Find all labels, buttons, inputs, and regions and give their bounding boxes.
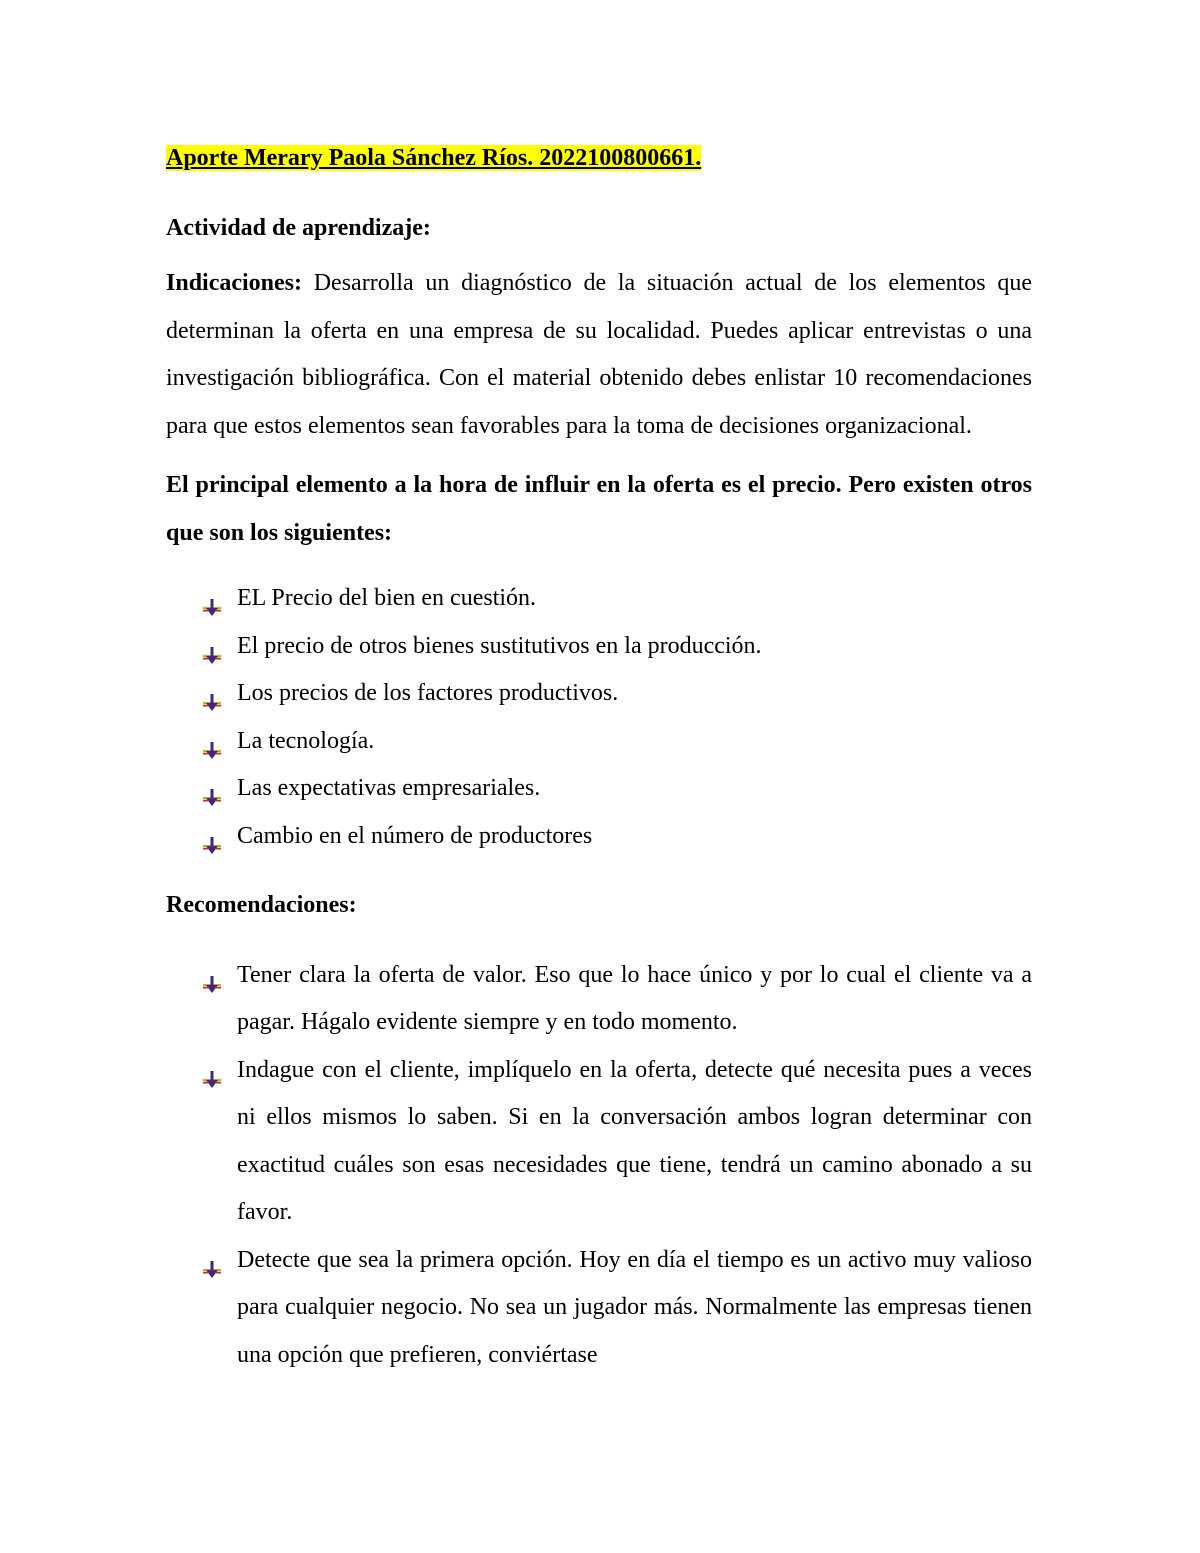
list-item [166,1237,1032,1380]
arrow-bullet-icon [202,1250,222,1270]
arrow-bullet-icon [202,1060,222,1080]
arrow-bullet-icon [202,588,222,608]
list-item-text: El precio de otros bienes sustitutivos en la producción. [237,632,762,659]
document-body [166,138,1032,1379]
list-item [166,670,1032,718]
list-item [166,623,1032,671]
list-item [166,575,1032,623]
list-item-text: Tener clara la oferta de valor. Eso que lo hace único y por lo cual el cliente va a pagar. Hágalo evidente siempre y en todo momento. [237,961,1032,1035]
list-item-text: Los precios de los factores productivos. [237,680,619,706]
recommendations-list [166,952,1032,1380]
list-item [166,1047,1032,1237]
list-item [166,952,1032,1047]
activity-heading: Actividad de aprendizaje: [166,215,431,241]
arrow-bullet-icon [202,965,222,985]
arrow-bullet-icon [202,636,222,656]
arrow-bullet-icon [202,683,222,703]
arrow-bullet-icon [202,778,222,798]
list-item-text: EL Precio del bien en cuestión. [237,585,537,611]
indications-paragraph [166,260,1032,450]
title-line [166,138,1032,178]
list-item [166,813,1032,861]
document-title: Aporte Merary Paola Sánchez Ríos. 2022100800661. [166,145,702,171]
arrow-bullet-icon [202,731,222,751]
list-item-text: Las expectativas empresariales. [237,775,541,801]
elements-list [166,575,1032,860]
list-item [166,765,1032,813]
list-item-text: La tecnología. [237,727,375,754]
indications-label: Indicaciones: [166,270,303,296]
indications-text: Desarrolla un diagnóstico de la situación actual de los elementos que determinan la oferta en una empresa de su localidad. Puedes aplicar entrevistas o una investigación bibliográfica. Con el material obtenido debes enlistar 10 recomendaciones para que estos elementos sean favorables para la toma de decisiones organizacional. [166,270,1032,439]
recommendations-heading: Recomendaciones: [166,892,357,918]
arrow-bullet-icon [202,826,222,846]
list-item-text: Detecte que sea la primera opción. Hoy en día el tiempo es un activo muy valioso para cualquier negocio. No sea un jugador más. Normalmente las empresas tienen una opción que prefieren, conviértase [237,1246,1032,1368]
list-item-text: Indague con el cliente, implíquelo en la oferta, detecte qué necesita pues a veces ni ellos mismos lo saben. Si en la conversación ambos logran determinar con exactitud cuáles son esas necesidades que tiene, tendrá un camino abonado a su favor. [237,1056,1032,1225]
list-item-text: Cambio en el número de productores [237,822,593,849]
main-element-paragraph: El principal elemento a la hora de influir en la oferta es el precio. Pero existen otros que son los siguientes: [166,472,1032,546]
list-item [166,718,1032,766]
